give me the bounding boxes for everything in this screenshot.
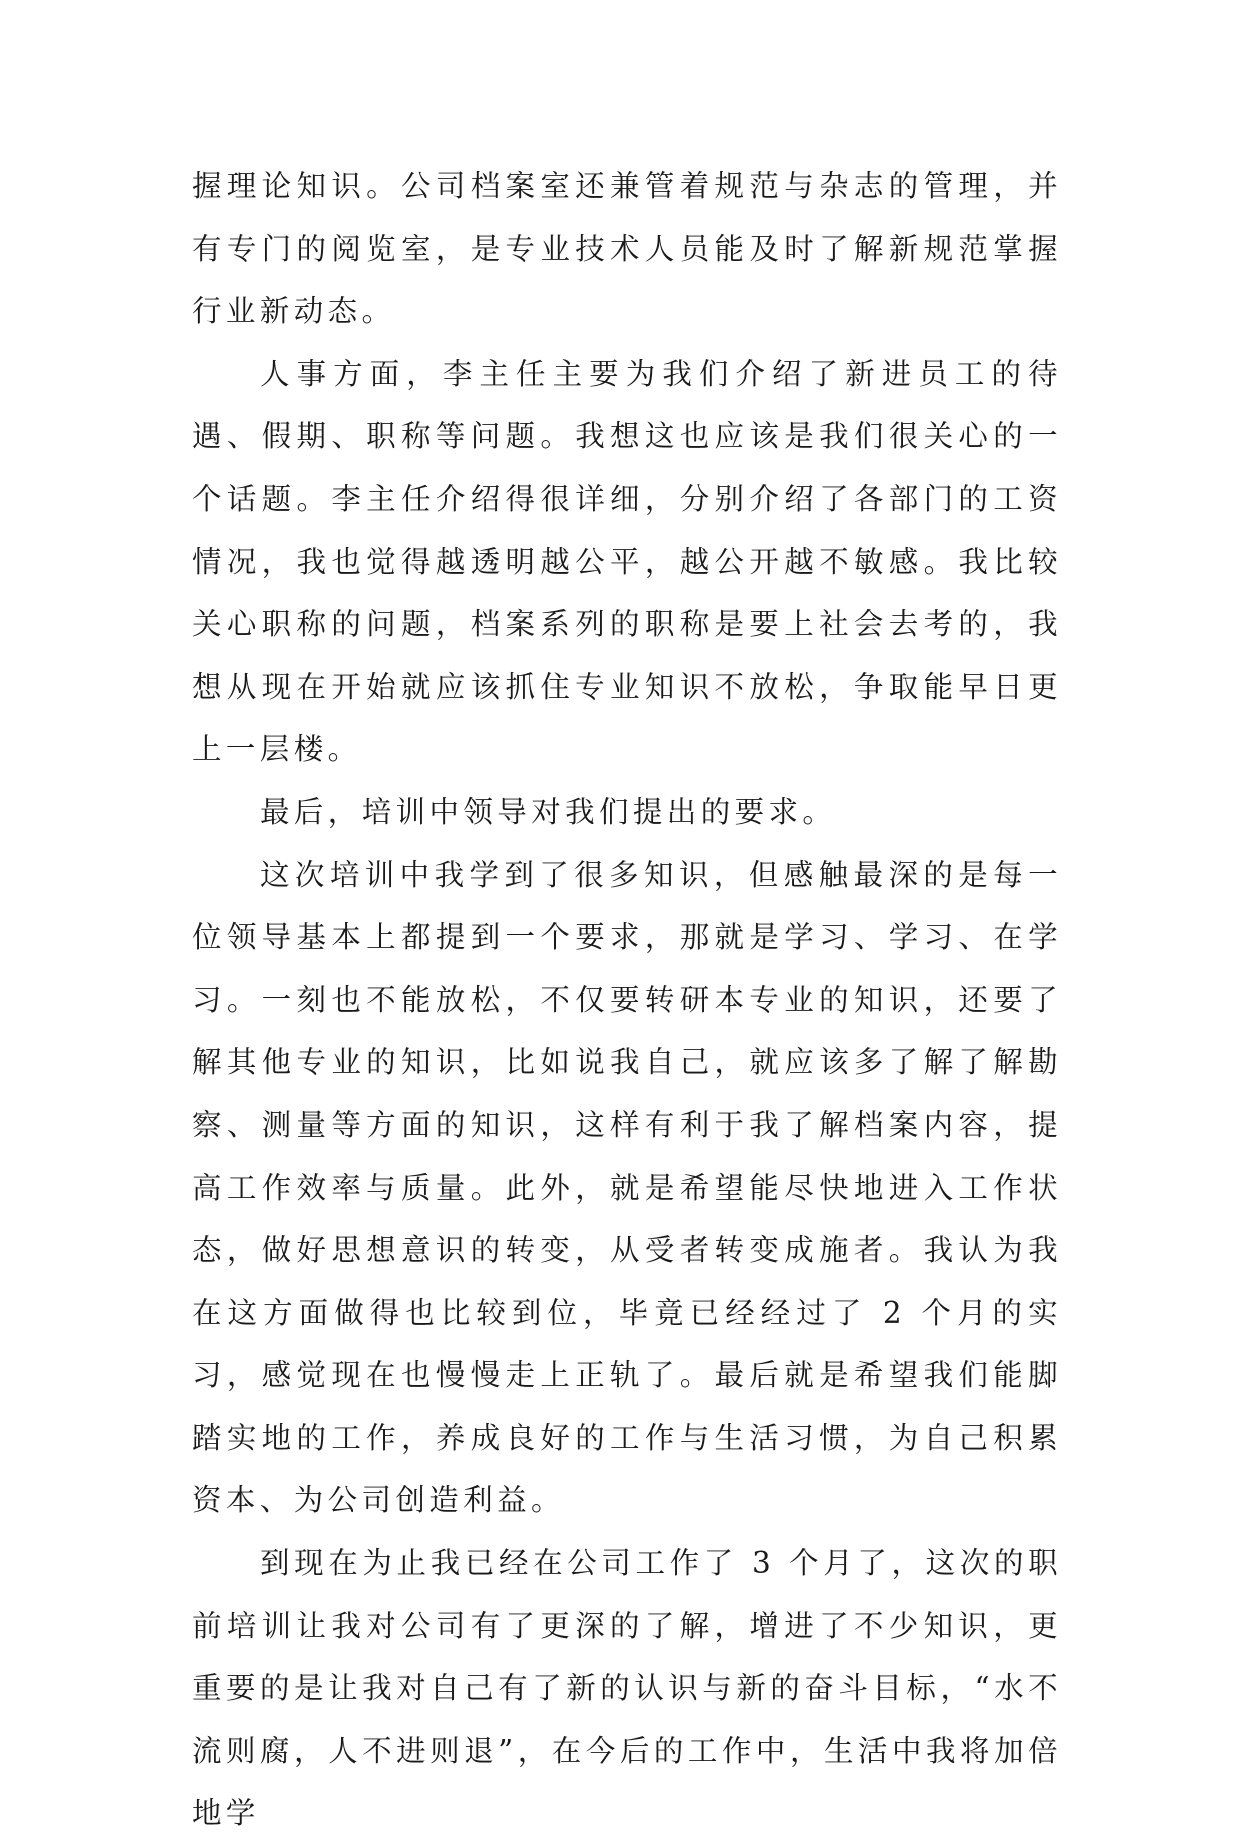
paragraph-1: 握理论知识。公司档案室还兼管着规范与杂志的管理，并有专门的阅览室，是专业技术人员能及时了解新规范掌握行业新动态。 [192, 169, 1062, 329]
paragraph-2: 人事方面，李主任主要为我们介绍了新进员工的待遇、假期、职称等问题。我想这也应该是我们很关心的一个话题。李主任介绍得很详细，分别介绍了各部门的工资情况，我也觉得越透明越公平，越公开越不敏感。我比较关心职称的问题，档案系列的职称是要上社会去考的，我想从现在开始就应该抓住专业知识不放松，争取能早日更上一层楼。 [192, 356, 1062, 767]
paragraph-4: 这次培训中我学到了很多知识，但感触最深的是每一位领导基本上都提到一个要求，那就是学习、学习、在学习。一刻也不能放松，不仅要转研本专业的知识，还要了解其他专业的知识，比如说我自己，就应该多了解了解勘察、测量等方面的知识，这样有利于我了解档案内容，提高工作效率与质量。此外，就是希望能尽快地进入工作状态，做好思想意识的转变，从受者转变成施者。我认为我在这方面做得也比较到位，毕竟已经经过了 2 个月的实习，感觉现在也慢慢走上正轨了。最后就是希望我们能脚踏实地的工作，养成良好的工作与生活习惯，为自己积累资本、为公司创造利益。 [192, 857, 1062, 1518]
paragraph-5: 到现在为止我已经在公司工作了 3 个月了，这次的职前培训让我对公司有了更深的了解，增进了不少知识，更重要的是让我对自己有了新的认识与新的奋斗目标，“水不流则腐，人不进则退”，在今后的工作中，生活中我将加倍地学 [192, 1546, 1062, 1831]
document-body [192, 155, 1062, 1845]
paragraph-3: 最后，培训中领导对我们提出的要求。 [260, 794, 837, 829]
